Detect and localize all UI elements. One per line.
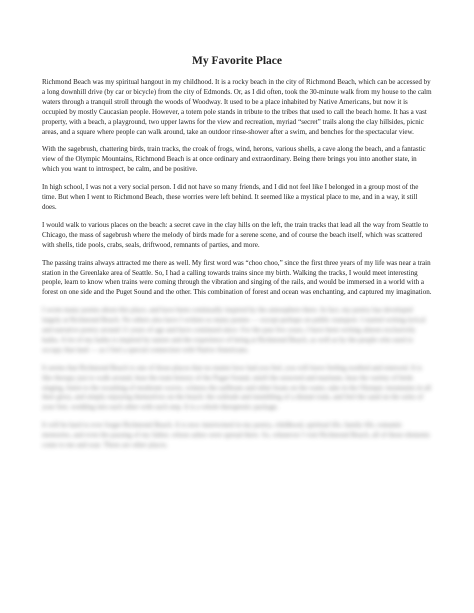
blurred-preview-section: [42, 306, 432, 451]
paragraph: With the sagebrush, chattering birds, train tracks, the croak of frogs, wind, herons, various shells, a cave along the beach, and a fantastic view of the Olympic Mountains, Richmond Beach is at once ordinary and extraordinary. Being there brings you into another state, in which you want to introspect, be calm, and be positive.: [42, 145, 426, 174]
paragraph: I would walk to various places on the beach: a secret cave in the clay hills on the left, the train tracks that lead all the way from Seattle to Chicago, the mass of sagebrush where the melody of birds made for a serene scene, and of course the beach itself, which was scattered with shells, tide pools, crabs, seals, driftwood, remnants of parties, and more.: [42, 220, 429, 249]
blurred-paragraph: I wrote many poems about this place, and have been continually inspired by the atmosphere there. In fact, my poetry has developed largely at Richmond Beach. No others also have I written so many poems — except perhaps on public transport. I started writing lyrical and narrative poetry around 11 years of age and have continued since. For the past few years, I have been writing almost exclusively haiku. A lot of my haiku is inspired by nature and the experience of being at Richmond Beach, as well as by the people who used to occupy that land — as I feel a special connection with Native Americans.: [42, 306, 426, 354]
paragraph: Richmond Beach was my spiritual hangout in my childhood. It is a rocky beach in the city of Richmond Beach, which can be accessed by a long downhill drive (by car or bicycle) from the city of Edmonds. Or, as I did often, took the 30-minute walk from my house to the calm waters through a tranquil stroll through the woods of Woodway. It used to be a place inhabited by Native Americans, but now it is occupied by mostly Caucasian people. However, a totem pole stands in tribute to the tribes that used to call the beach home. It has a vast property, with a beach, a playground, two upper lawns for the view and recreation, myriad “secret” trails along the clay hillsides, picnic areas, and a square where people can walk around, take an outdoor rinse-shower after a swim, and benches for the spectacular view.: [42, 78, 432, 136]
blurred-paragraph: It seems that Richmond Beach is one of those places that no matter how bad you feel, you will leave feeling soothed and renewed. It is like therapy just to walk around, hear the train history of the Puget Sound, smell the seaweed and marinate, hear the variety of birds singing, listen to the swashing of moderate waves, witness the sailboats and other boats on the water, take in the Olympic mountains in all their glory, and simply enjoying themselves on the beach: the solitude and mumbling of a distant train, and feel the sand on the soles of your feet, wedding into each other with each step. It is a whole therapeutic package.: [42, 363, 432, 412]
blurred-paragraph: It will be hard to ever forget Richmond Beach. It is now intertwined in my poetry, childhood, spiritual life, family life, romantic memories, and even the passing of my father, whose ashes were spread there. So, whenever I visit Richmond Beach, all of these elements come to me and soar. These are other places.: [42, 421, 430, 450]
paragraph: In high school, I was not a very social person. I did not have so many friends, and I did not feel like I belonged in a group most of the time. But when I went to Richmond Beach, these worries were left behind. It seemed like a mystical place to me, and in a way, it still does.: [42, 183, 419, 211]
document-title: My Favorite Place: [191, 55, 283, 67]
paragraph: The passing trains always attracted me there as well. My first word was “choo choo,” since the first three years of my life was near a train station in the Greenlake area of Seattle. So, I had a calling towards trains since my birth. Walking the tracks, I would meet interesting people, learn to know when trains were coming through the vibration and singing of the rails, and would be immersed in a world with a forest on one side and the Puget Sound and the other. This combination of forest and ocean was enchanting, and captured my imagination.: [42, 258, 432, 297]
